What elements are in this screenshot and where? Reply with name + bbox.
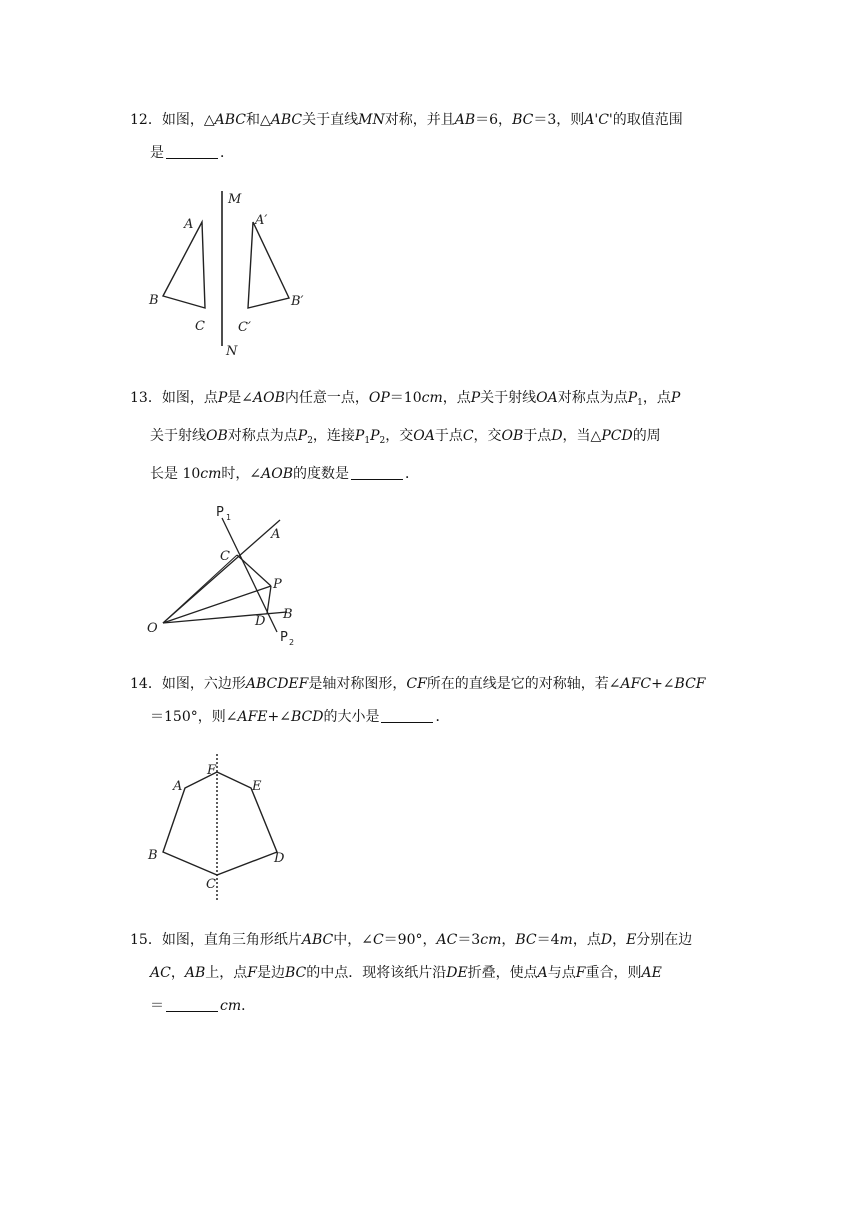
q14-cf: CF <box>406 676 427 692</box>
q14-text: ＝150°，则∠ <box>150 709 238 725</box>
q15-d: D <box>600 932 613 948</box>
q12-text: 的取值范围 <box>612 112 683 128</box>
q12-text: 如图，△ <box>161 112 215 128</box>
q15-f: F <box>247 965 257 981</box>
q14-text: +∠ <box>651 676 675 692</box>
triangle-abc <box>163 222 205 308</box>
q13-oa: OA <box>536 390 558 406</box>
q13-text: 关于射线 <box>150 428 206 444</box>
q13-aob: AOB <box>252 390 285 406</box>
q13-text: 于点 <box>523 428 552 444</box>
q13-text: 如图，点 <box>161 390 218 406</box>
q13-ob: OB <box>501 428 524 444</box>
q14-number: 14． <box>130 676 162 692</box>
q15-text: 的中点．现将该纸片沿 <box>306 965 447 981</box>
label-f: F <box>207 763 217 778</box>
label-b: B <box>149 293 159 308</box>
q12-text: 对称，并且 <box>384 112 455 128</box>
q13-ob: OB <box>206 428 228 444</box>
q13-cm: cm <box>421 390 443 406</box>
q13-p: P <box>470 390 481 406</box>
q13-text: ，交 <box>473 428 502 444</box>
q13-sub: 2 <box>307 436 313 446</box>
q15-text: 折叠，使点 <box>467 965 538 981</box>
q15-text: ， <box>170 965 185 981</box>
q13-p2: P <box>297 428 308 444</box>
label-c: C <box>206 877 216 892</box>
q12-text: ＝3，则 <box>533 112 585 128</box>
label-m: M <box>228 192 242 207</box>
q15-line-2 <box>130 957 740 990</box>
q13-p: P <box>670 390 681 406</box>
question-13 <box>130 382 740 491</box>
q15-text: 是边 <box>256 965 285 981</box>
q15-a: A <box>537 965 548 981</box>
q13-p1p2: P <box>370 428 380 444</box>
q14-abcdef: ABCDEF <box>245 676 309 692</box>
question-12 <box>130 104 740 170</box>
label-p: P <box>273 577 282 592</box>
q15-m: m <box>559 932 573 948</box>
label-e: E <box>252 779 262 794</box>
question-14 <box>130 668 740 734</box>
label-c: C <box>220 549 230 564</box>
q12-number: 12． <box>130 112 162 128</box>
q15-f: F <box>575 965 586 981</box>
q13-figure <box>140 500 320 650</box>
q13-text: ． <box>405 466 420 482</box>
q15-text: ＝90°， <box>383 932 437 948</box>
q13-text: 于点 <box>434 428 463 444</box>
q12-line-2 <box>130 137 740 170</box>
q15-text: ＝3 <box>457 932 481 948</box>
q12-line-1 <box>130 104 740 137</box>
q14-text: 所在的直线是它的对称轴，若∠ <box>426 676 621 692</box>
q13-p1p2: P <box>354 428 365 444</box>
q12-abc: ABC <box>270 112 303 128</box>
q15-text: ． <box>241 998 256 1014</box>
q13-line-1 <box>130 382 740 420</box>
q15-bc: BC <box>284 965 307 981</box>
q12-bc: BC <box>512 112 534 128</box>
q15-line-1 <box>130 924 740 957</box>
q13-oa: OA <box>413 428 435 444</box>
q15-text: ，点 <box>572 932 601 948</box>
q15-ac: AC <box>436 932 458 948</box>
q13-c: C <box>462 428 474 444</box>
q13-sub: 1 <box>364 436 371 446</box>
q15-de: DE <box>446 965 468 981</box>
label-b: B <box>283 607 293 622</box>
q13-cm: cm <box>200 466 222 482</box>
question-15 <box>130 924 740 1023</box>
q13-op: OP <box>368 390 390 406</box>
segment-cp <box>237 555 271 586</box>
q13-text: ，连接 <box>312 428 355 444</box>
q13-text: ，点 <box>442 390 471 406</box>
label-p1-sub: 1 <box>226 513 232 522</box>
q12-abc: ABC <box>214 112 246 128</box>
label-c-prime: C′ <box>238 320 251 335</box>
q15-abc: ABC <box>301 932 334 948</box>
q12-ac: A'C' <box>584 112 613 128</box>
q15-c: C <box>372 932 384 948</box>
q15-text: 分别在边 <box>636 932 693 948</box>
q12-text: ． <box>220 145 234 161</box>
q15-text: ＝4 <box>536 932 560 948</box>
q15-text: ， <box>501 932 516 948</box>
label-b: B <box>148 848 158 863</box>
answer-blank <box>166 997 218 1012</box>
q15-text: ＝ <box>150 998 164 1014</box>
q13-p1: P <box>627 390 638 406</box>
q15-text: 与点 <box>547 965 576 981</box>
q13-p: P <box>217 390 228 406</box>
q15-text: 如图，直角三角形纸片 <box>161 932 302 948</box>
q15-cm: cm <box>220 998 242 1014</box>
q13-text: 对称点为点 <box>557 390 628 406</box>
q12-figure <box>140 186 340 361</box>
q12-ab: AB <box>454 112 476 128</box>
q13-text: 的周 <box>632 428 661 444</box>
q13-number: 13． <box>130 390 162 406</box>
q12-text: ＝6， <box>475 112 513 128</box>
q13-text: ，交 <box>385 428 414 444</box>
q14-text: +∠ <box>267 709 291 725</box>
q14-line-1 <box>130 668 740 701</box>
segment-oc <box>163 555 237 623</box>
q14-text: 如图，六边形 <box>161 676 246 692</box>
label-d: D <box>255 614 266 629</box>
q14-text: ． <box>435 709 450 725</box>
q15-ae: AE <box>641 965 662 981</box>
answer-blank <box>381 708 433 723</box>
q13-pcd: PCD <box>601 428 633 444</box>
q15-text: 上，点 <box>205 965 248 981</box>
answer-blank <box>351 465 403 480</box>
label-p1: P <box>216 505 224 520</box>
q13-text: ，点 <box>642 390 671 406</box>
q15-ab: AB <box>184 965 206 981</box>
q15-cm: cm <box>480 932 502 948</box>
q14-afc: AFC <box>620 676 652 692</box>
q13-text: 长是 10 <box>150 466 201 482</box>
q15-text: 重合，则 <box>585 965 642 981</box>
label-o: O <box>147 621 158 636</box>
q15-ac: AC <box>150 965 171 981</box>
q13-sub: 2 <box>379 436 386 446</box>
q13-d: D <box>551 428 563 444</box>
q14-bcf: BCF <box>674 676 706 692</box>
q15-line-3 <box>130 990 740 1023</box>
label-b-prime: B′ <box>291 294 304 309</box>
q13-text: 关于射线 <box>480 390 537 406</box>
q12-text: 关于直线 <box>302 112 359 128</box>
label-c: C <box>195 319 205 334</box>
q12-text: 是 <box>150 145 164 161</box>
q13-text: 对称点为点 <box>227 428 298 444</box>
q13-text: 内任意一点， <box>284 390 369 406</box>
q13-line-2 <box>130 420 740 458</box>
q15-bc: BC <box>515 932 537 948</box>
triangle-abc-prime <box>248 222 289 308</box>
q15-text: 中，∠ <box>333 932 373 948</box>
label-p2-sub: 2 <box>289 638 295 647</box>
q14-bcd: BCD <box>290 709 324 725</box>
q12-mn: MN <box>358 112 385 128</box>
answer-blank <box>166 144 218 159</box>
q14-text: 的大小是 <box>323 709 380 725</box>
q15-number: 15． <box>130 932 162 948</box>
q14-figure <box>140 752 300 904</box>
q13-text: 时，∠ <box>221 466 262 482</box>
q13-text: 是∠ <box>227 390 253 406</box>
label-n: N <box>226 344 238 359</box>
segment-pd <box>267 586 271 614</box>
label-a: A <box>271 527 281 542</box>
q13-text: 的度数是 <box>293 466 350 482</box>
q13-text: ＝10 <box>389 390 422 406</box>
q13-line-3 <box>130 458 740 491</box>
label-a: A <box>173 779 183 794</box>
q15-text: ， <box>612 932 627 948</box>
label-d: D <box>274 851 285 866</box>
q14-line-2 <box>130 701 740 734</box>
q14-afe: AFE <box>237 709 268 725</box>
q13-aob: AOB <box>261 466 294 482</box>
q13-text: ，当△ <box>562 428 602 444</box>
q14-text: 是轴对称图形， <box>308 676 407 692</box>
q15-e: E <box>626 932 637 948</box>
label-a: A <box>184 217 194 232</box>
label-p2: P <box>280 630 288 645</box>
q13-sub: 1 <box>637 398 643 408</box>
label-a-prime: A′ <box>255 213 268 228</box>
q12-text: 和△ <box>245 112 271 128</box>
